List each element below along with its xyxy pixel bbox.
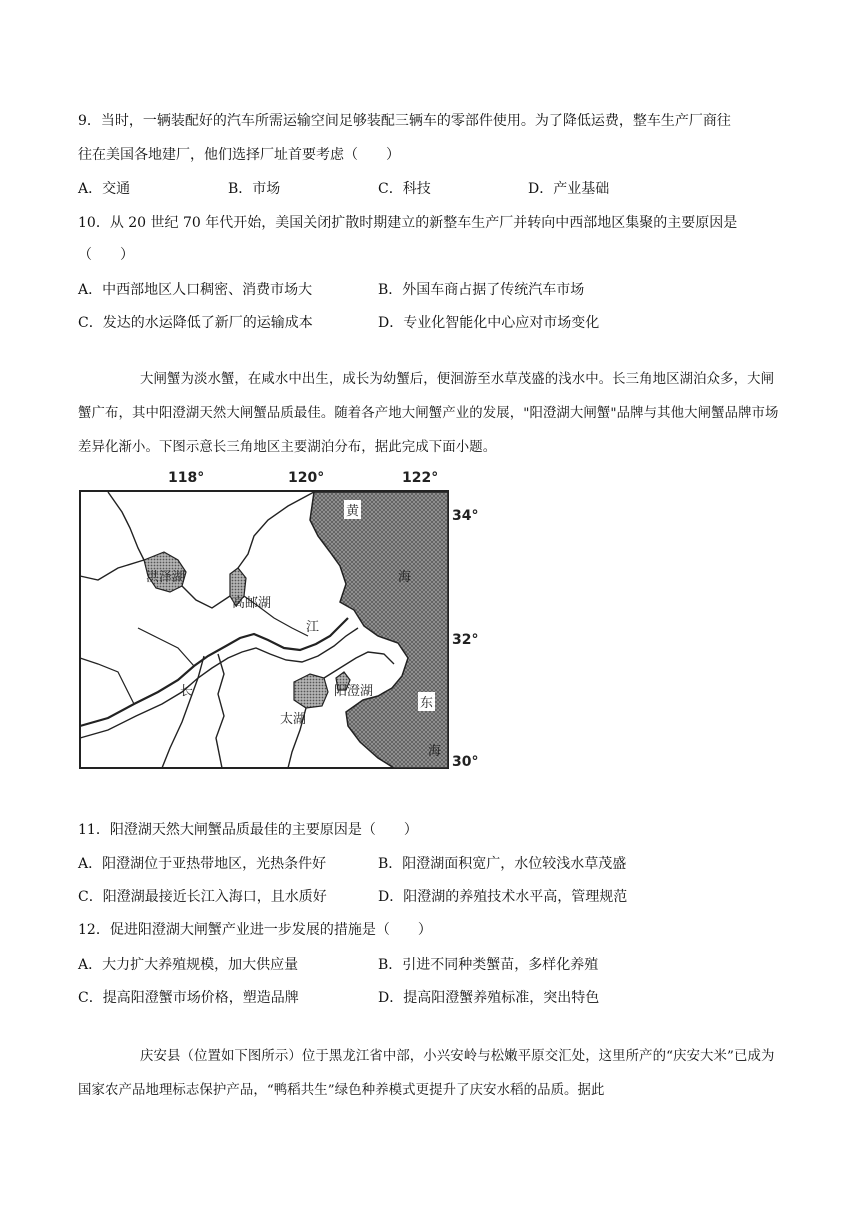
passage-crab-text: 大闸蟹为淡水蟹，在咸水中出生，成长为幼蟹后，便洄游至水草茂盛的浅水中。长三角地区湖泊众多，大闸蟹广布，其中阳澄湖天然大闸蟹品质最佳。随着各产地大闸蟹产业的发展，"阳澄湖大闸蟹"品牌与其他大闸蟹品牌市场差异化渐小。下图示意长三角地区主要湖泊分布，据此完成下面小题。 (78, 372, 779, 455)
label-dong: 东 (418, 692, 435, 711)
label-hai-east: 海 (428, 744, 442, 759)
label-tai-lake: 太湖 (280, 712, 307, 727)
q10-option-a[interactable]: A．中西部地区人口稠密、消费市场大 (78, 282, 313, 298)
q10-option-b[interactable]: B．外国车商占据了传统汽车市场 (378, 282, 585, 298)
q11-option-b[interactable]: B．阳澄湖面积宽广，水位较浅水草茂盛 (378, 856, 627, 872)
label-hai-yellow: 海 (398, 570, 412, 585)
passage-crab (78, 363, 780, 465)
label-chang: 长 (180, 684, 194, 699)
q9-option-b[interactable]: B．市场 (228, 181, 281, 197)
q12-option-a[interactable]: A．大力扩大养殖规模，加大供应量 (78, 957, 299, 973)
map-drawing (78, 468, 488, 778)
label-hongze-lake: 洪泽湖 (146, 570, 186, 585)
label-gaoyou-lake: 高邮湖 (232, 596, 272, 611)
q9-option-c[interactable]: C．科技 (378, 181, 431, 197)
lat-label-30: 30° (452, 754, 479, 770)
q9-option-a[interactable]: A．交通 (78, 181, 131, 197)
q10-stem-line2: （ ） (78, 247, 134, 263)
q9-option-d[interactable]: D．产业基础 (528, 181, 610, 197)
q9-stem-line2: 往在美国各地建厂，他们选择厂址首要考虑（ ） (78, 147, 400, 163)
q9-stem-line1: 9．当时，一辆装配好的汽车所需运输空间足够装配三辆车的零部件使用。为了降低运费，整车生产厂商往 (78, 113, 731, 129)
q12-option-d[interactable]: D．提高阳澄蟹养殖标准，突出特色 (378, 990, 600, 1006)
q12-stem: 12．促进阳澄湖大闸蟹产业进一步发展的措施是（ ） (78, 922, 432, 938)
lat-label-34: 34° (452, 508, 479, 524)
passage-qingan (78, 1040, 780, 1108)
q10-option-c[interactable]: C．发达的水运降低了新厂的运输成本 (78, 315, 313, 331)
lon-label-122: 122° (402, 470, 439, 486)
tai-lake-shape (294, 674, 328, 708)
q10-stem-line1: 10．从 20 世纪 70 年代开始，美国关闭扩散时期建立的新整车生产厂并转向中西部地区集聚的主要原因是 (78, 215, 738, 231)
lon-label-120: 120° (288, 470, 325, 486)
yangtze-delta-lakes-map (78, 468, 488, 778)
q10-option-d[interactable]: D．专业化智能化中心应对市场变化 (378, 315, 600, 331)
label-yangcheng-lake: 阳澄湖 (334, 684, 374, 699)
label-jiang: 江 (306, 620, 320, 635)
q11-option-c[interactable]: C．阳澄湖最接近长江入海口，且水质好 (78, 889, 327, 905)
passage-qingan-text: 庆安县（位置如下图所示）位于黑龙江省中部，小兴安岭与松嫩平原交汇处，这里所产的“庆安大米”已成为国家农产品地理标志保护产品，“鸭稻共生”绿色种养模式更提升了庆安水稻的品质。据此 (78, 1049, 775, 1098)
q11-option-d[interactable]: D．阳澄湖的养殖技术水平高，管理规范 (378, 889, 628, 905)
lat-label-32: 32° (452, 632, 479, 648)
label-huang: 黄 (344, 500, 361, 519)
q12-option-c[interactable]: C．提高阳澄蟹市场价格，塑造品牌 (78, 990, 299, 1006)
q11-option-a[interactable]: A．阳澄湖位于亚热带地区，光热条件好 (78, 856, 327, 872)
q12-option-b[interactable]: B．引进不同种类蟹苗，多样化养殖 (378, 957, 599, 973)
lon-label-118: 118° (168, 470, 205, 486)
q11-stem: 11．阳澄湖天然大闸蟹品质最佳的主要原因是（ ） (78, 822, 418, 838)
